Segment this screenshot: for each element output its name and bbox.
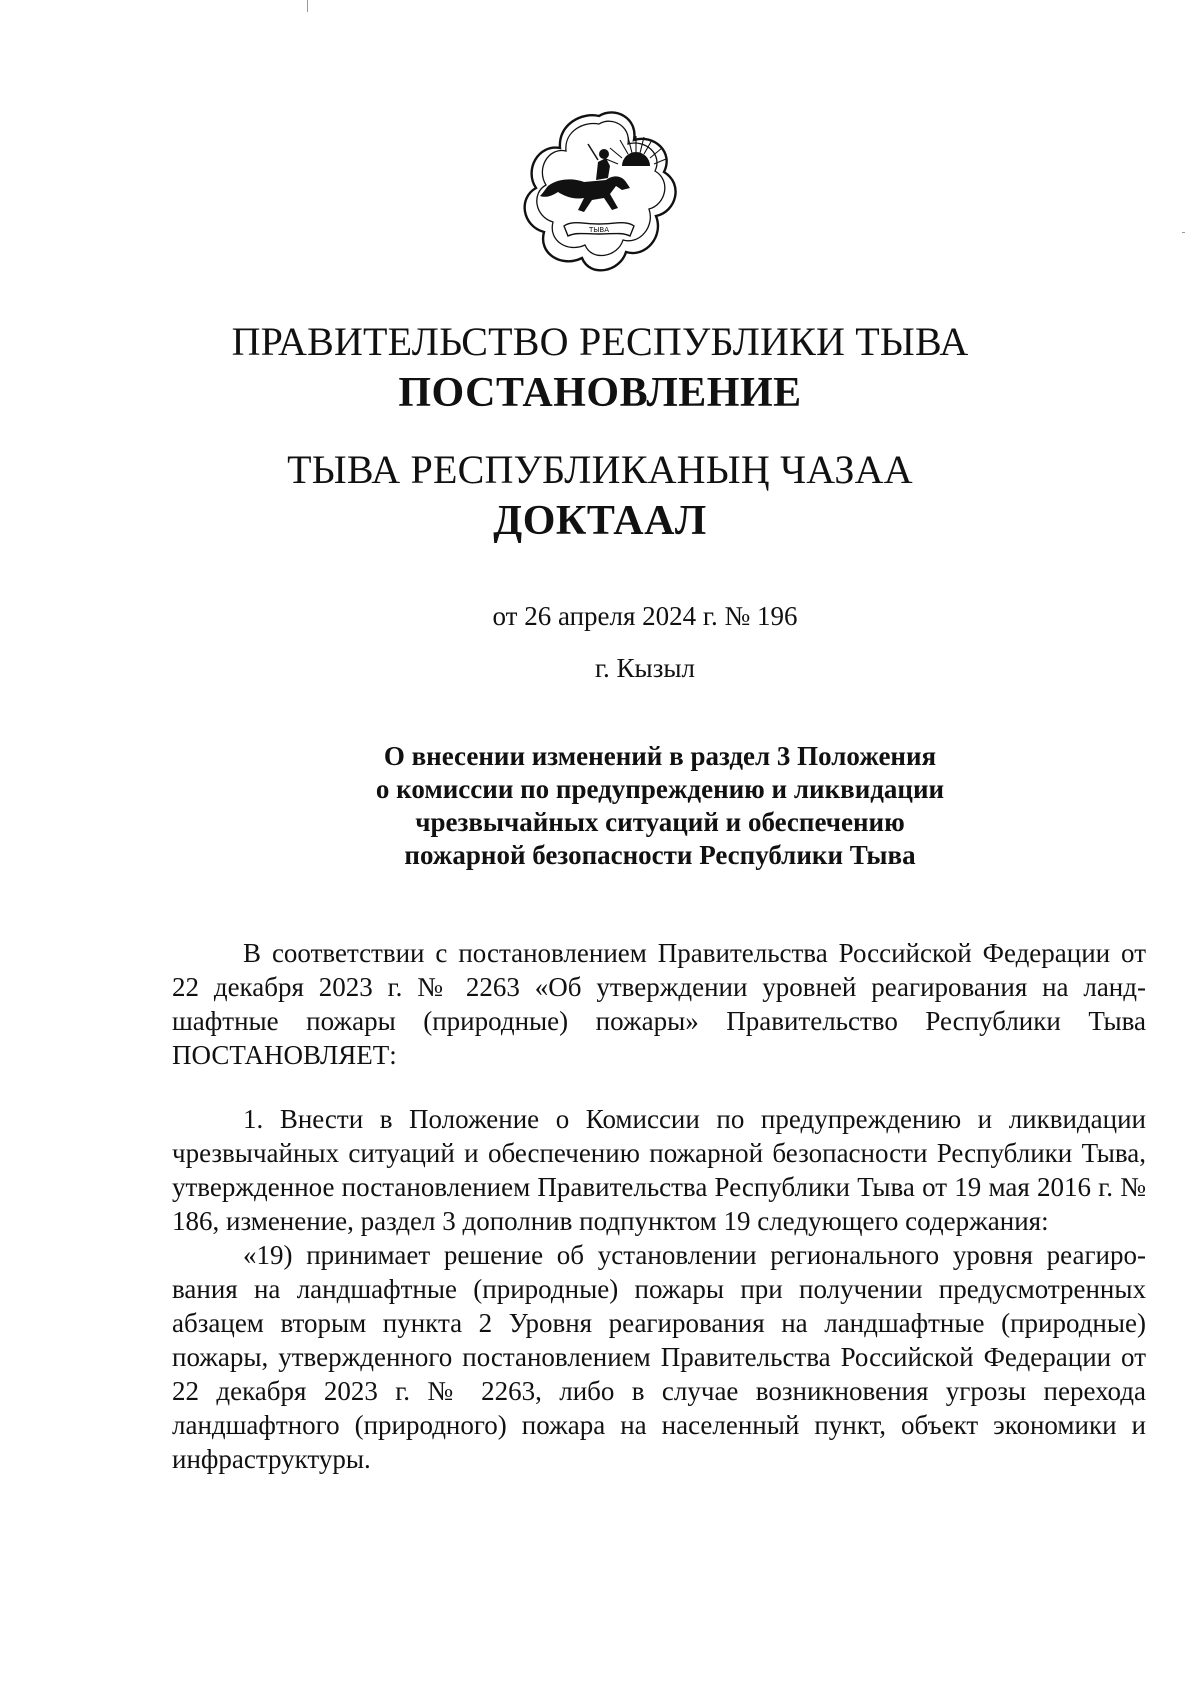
city: г. Кызыл [595, 653, 695, 683]
preamble-paragraph: В соответствии с постановлением Правительства Российской Федерации от 22 декабря 2023 г. № 2263 «Об утверждении уровней реагирования на ландшафтные пожары (природные) пожары» Правительство Республики Тыва ПОСТАНОВЛЯЕТ: [172, 938, 1146, 1070]
document-body [172, 936, 1146, 1476]
document-type-ru: ПОСТАНОВЛЕНИЕ [398, 370, 802, 416]
government-name-tv: ТЫВА РЕСПУБЛИКАНЫҢ ЧАЗАА [287, 447, 913, 492]
subclause-19-paragraph: «19) принимает решение об установлении регионального уровня реагирования на ландшафтные (природные) пожары при получении предусмотренных абзацем вторым пункта 2 Уровня реагирования на ландшафтные (природные) пожары, утвержденного постановлением Правительства Российской Федерации от 22 декабря 2023 г. № 2263, либо в случае возникновения угрозы перехода ландшафтного (природного) пожара на населенный пункт, объект экономики и инфраструктуры. [172, 1240, 1146, 1474]
clause-1-paragraph: 1. Внести в Положение о Комиссии по предупреждению и ликвидации чрезвычайных ситуаций и обеспечению пожарной безопасности Республики Тыва, утвержденное постановлением Правительства Республики Тыва от 19 мая 2016 г. № 186, изменение, раздел 3 дополнив подпунктом 19 следующего содержания: [172, 1104, 1146, 1236]
title-line: пожарной безопасности Республики Тыва [404, 840, 916, 870]
document-type-tv: ДОКТААЛ [493, 498, 707, 544]
date-and-number: от 26 апреля 2024 г. № 196 [492, 601, 798, 631]
title-line: О внесении изменений в раздел 3 Положения [383, 741, 937, 771]
title-line: о комиссии по предупреждению и ликвидации [375, 774, 945, 804]
document-title [300, 740, 1020, 872]
title-line: чрезвычайных ситуаций и обеспечению [415, 807, 905, 837]
scan-mark-top [307, 0, 308, 12]
scan-mark-right [1182, 232, 1185, 233]
emblem-ribbon-text: ТЫВА [588, 226, 610, 234]
government-name-ru: ПРАВИТЕЛЬСТВО РЕСПУБЛИКИ ТЫВА [231, 319, 969, 364]
tuva-coat-of-arms-icon [518, 108, 680, 276]
